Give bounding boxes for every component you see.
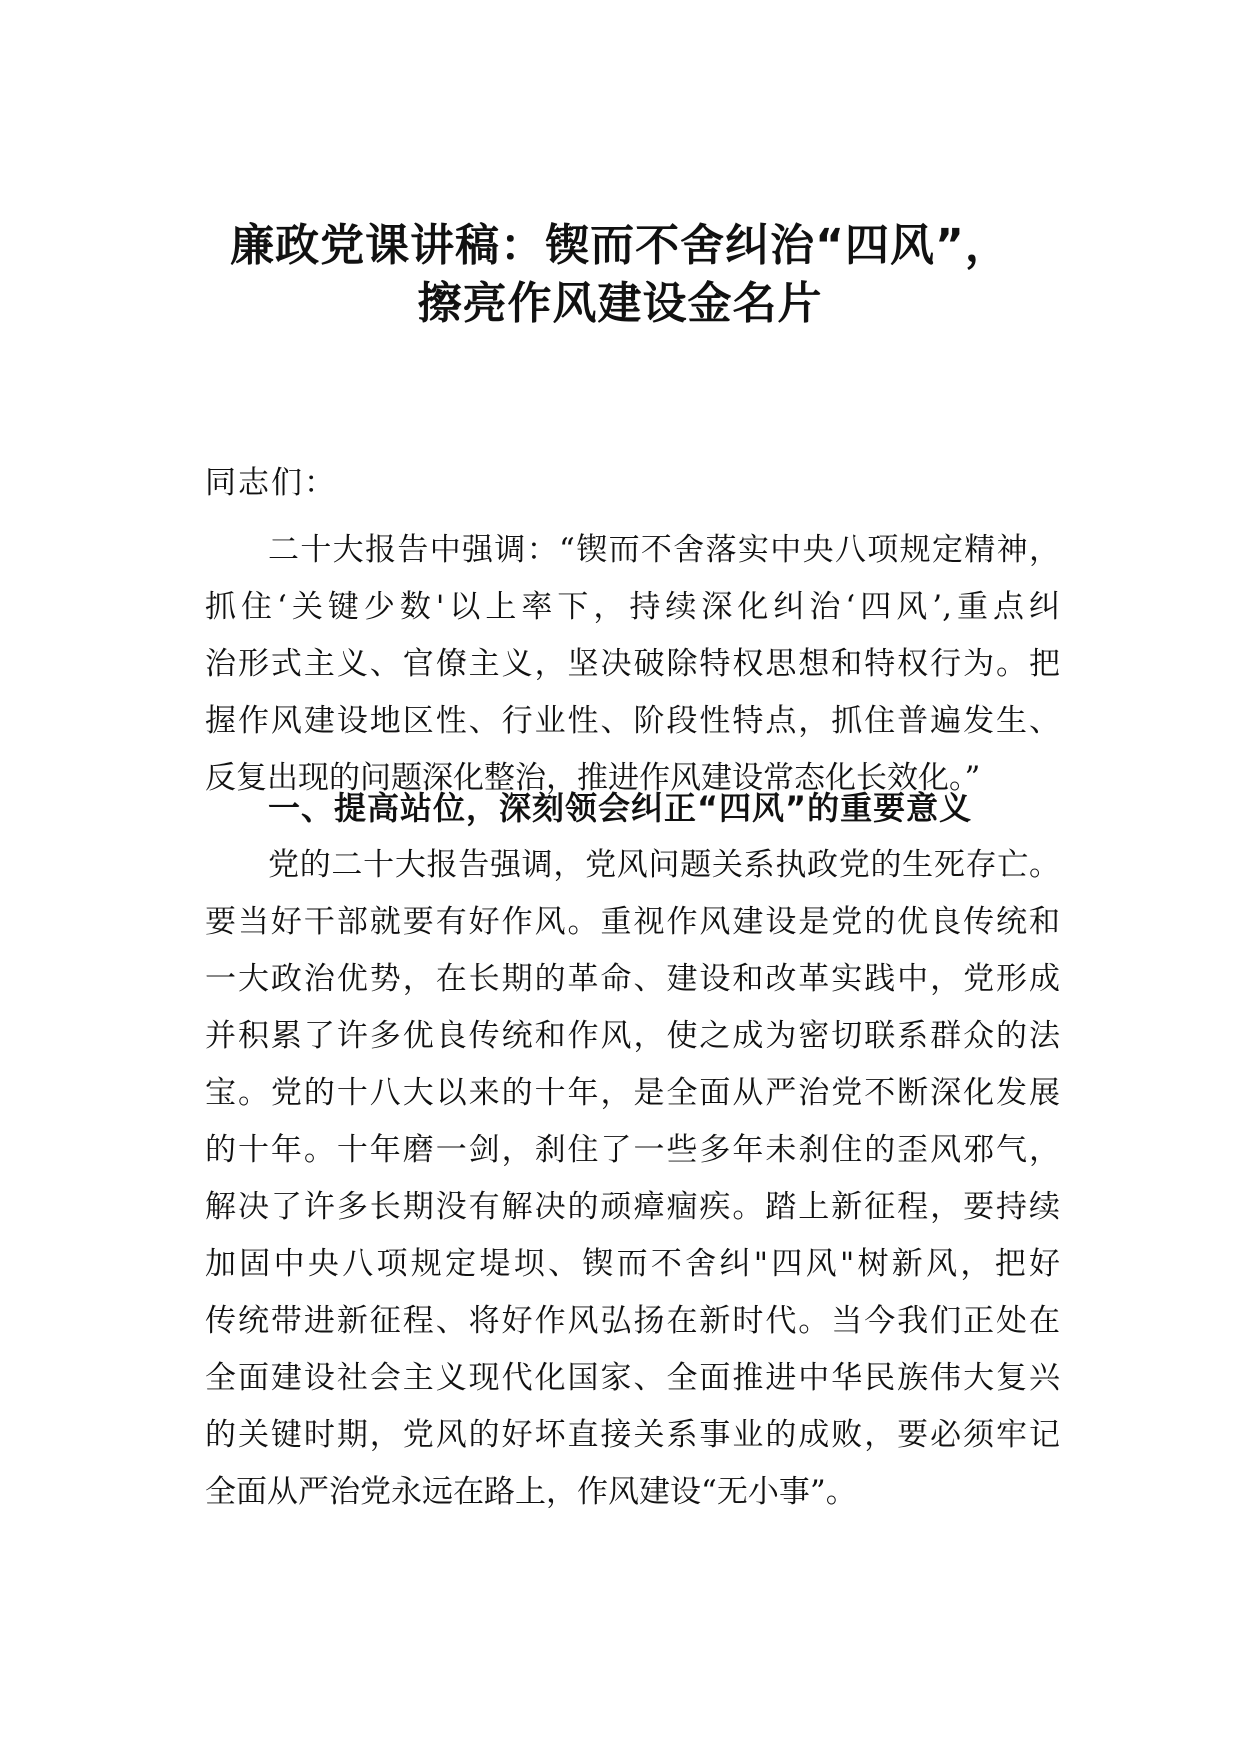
section-heading: 一、提高站位，深刻领会纠正“四风”的重要意义 (268, 789, 973, 827)
paragraph-2-line: 全面从严治党永远在路上，作风建设“无小事”。 (205, 1474, 857, 1510)
paragraph-1-line: 二十大报告中强调：“锲而不舍落实中央八项规定精神， (268, 532, 1060, 568)
document-title-line-1: 廉政党课讲稿：锲而不舍纠治“四风”， (230, 220, 1010, 271)
paragraph-2-line: 的关键时期，党风的好坏直接关系事业的成败，要必须牢记 (205, 1417, 1060, 1453)
paragraph-1 (205, 522, 1060, 807)
paragraph-2-line: 传统带进新征程、将好作风弘扬在新时代。当今我们正处在 (205, 1303, 1060, 1339)
paragraph-1-line: 治形式主义、官僚主义，坚决破除特权思想和特权行为。把 (205, 646, 1060, 682)
paragraph-2-line: 要当好干部就要有好作风。重视作风建设是党的优良传统和 (205, 904, 1060, 940)
paragraph-2-line: 宝。党的十八大以来的十年，是全面从严治党不断深化发展 (205, 1075, 1060, 1111)
paragraph-2-line: 解决了许多长期没有解决的顽瘴痼疾。踏上新征程，要持续 (205, 1189, 1060, 1225)
paragraph-2-line: 党的二十大报告强调，党风问题关系执政党的生死存亡。 (268, 847, 1060, 883)
paragraph-2-line: 的十年。十年磨一剑，刹住了一些多年未刹住的歪风邪气， (205, 1132, 1060, 1168)
paragraph-1-line: 反复出现的问题深化整治，推进作风建设常态化长效化。” (205, 760, 981, 796)
paragraph-1-line: 抓住‘关键少数'以上率下，持续深化纠治‘四风’,重点纠 (205, 589, 1060, 625)
paragraph-2-line: 加固中央八项规定堤坝、锲而不舍纠"四风"树新风，把好 (205, 1246, 1060, 1282)
paragraph-2-line: 全面建设社会主义现代化国家、全面推进中华民族伟大复兴 (205, 1360, 1060, 1396)
paragraph-2-line: 一大政治优势，在长期的革命、建设和改革实践中，党形成 (205, 961, 1060, 997)
paragraph-2-line: 并积累了许多优良传统和作风，使之成为密切联系群众的法 (205, 1018, 1060, 1054)
document-title-line-2: 擦亮作风建设金名片 (417, 278, 823, 329)
salutation: 同志们： (205, 465, 337, 501)
paragraph-2 (205, 837, 1060, 1521)
paragraph-1-line: 握作风建设地区性、行业性、阶段性特点，抓住普遍发生、 (205, 703, 1060, 739)
